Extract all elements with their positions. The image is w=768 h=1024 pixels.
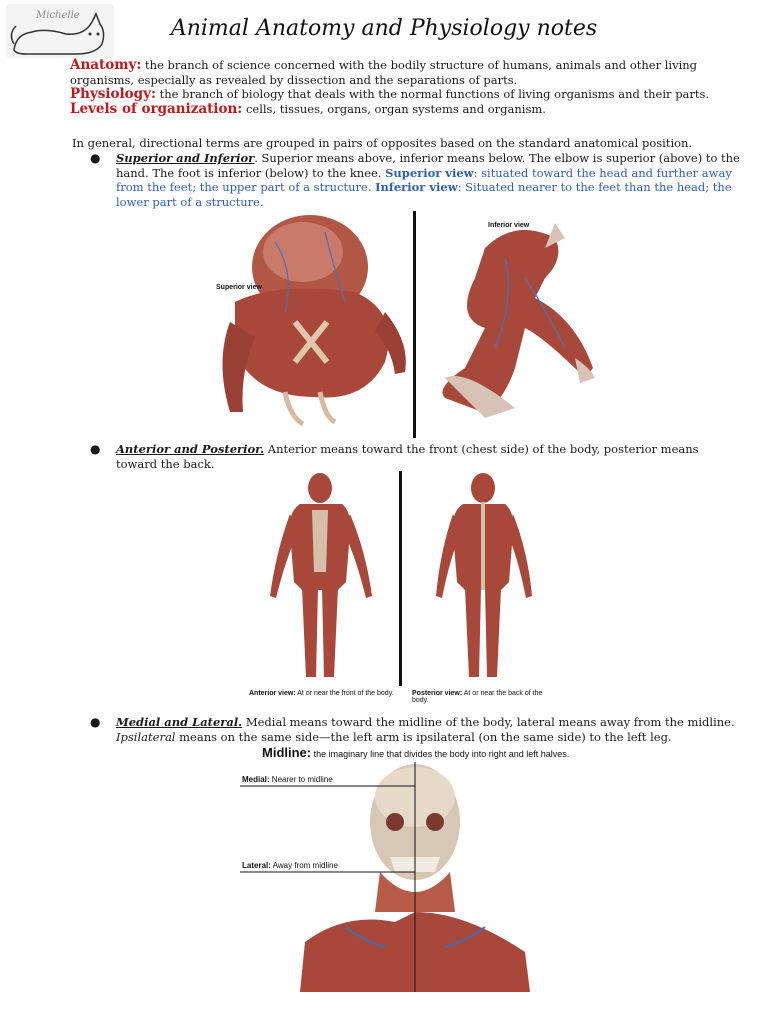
medial-label [242, 775, 333, 784]
bullet-text [116, 151, 742, 209]
superior-view-def: : situated toward the head and further away from the feet; the upper part of a structure. [116, 165, 732, 194]
label-term: Lateral: [242, 861, 271, 870]
bullet-dot: ● [90, 151, 101, 165]
bullet-text [116, 442, 742, 471]
inferior-view-caption [488, 222, 529, 229]
inferior-view-figure [425, 218, 600, 428]
superior-view-figure [215, 212, 415, 437]
term-label: Anatomy: [70, 57, 142, 73]
bullet-body: Medial means toward the midline of the body, lateral means away from the midline. [242, 715, 735, 729]
anterior-view-caption [249, 690, 394, 697]
posterior-view-figure [428, 472, 548, 687]
definitions [70, 58, 720, 116]
label-term: Medial: [242, 775, 270, 784]
term-label: Physiology: [70, 86, 156, 102]
label-text: Nearer to midline [269, 775, 333, 784]
term-text: cells, tissues, organs, organ systems and organism. [242, 101, 546, 116]
logo-text: Michelle [36, 10, 80, 21]
bullet-heading: Superior and Inferior [116, 151, 255, 165]
muscle-body-front [270, 473, 372, 677]
definition-anatomy [70, 58, 720, 87]
figure-divider [399, 471, 402, 686]
definition-levels [70, 102, 720, 117]
bullet-superior-inferior [92, 151, 742, 209]
bullet-medial-lateral [92, 715, 742, 744]
midline-heading [262, 745, 569, 760]
midline-figure [225, 762, 535, 992]
caption-label: Anterior view: [249, 690, 296, 697]
posterior-view-caption [412, 690, 557, 704]
bullet-text [116, 715, 742, 744]
caption-label: Posterior view: [412, 690, 463, 697]
bullet-body-cont: means on the same side—the left arm is ipsilateral (on the same side) to the left leg. [175, 729, 672, 744]
label-text: Away from midline [270, 861, 338, 870]
caption-label: Superior view [216, 284, 262, 291]
caption-text: At or near the back of the body. [412, 690, 543, 704]
torso-tendon [312, 510, 328, 572]
inferior-view-def: : Situated nearer to the feet than the head; the lower part of a structure. [116, 180, 732, 209]
bullet-dot: ● [90, 442, 101, 456]
ipsilateral-term: Ipsilateral [116, 729, 176, 744]
spine-tendon [481, 502, 485, 590]
figure-divider [413, 211, 416, 438]
bullet-anterior-posterior [92, 442, 742, 471]
caption-label: Inferior view [488, 222, 530, 229]
bullet-heading: Medial and Lateral. [116, 715, 243, 729]
inferior-view-term: Inferior view [375, 180, 458, 194]
bullet-body: Anterior means toward the front (chest side) of the body, posterior means toward the back. [116, 442, 699, 471]
muscle-figure-top [223, 215, 406, 424]
bullet-dot: ● [90, 715, 101, 729]
bullet-heading: Anterior and Posterior. [116, 442, 265, 456]
muscle-figure-bottom [443, 223, 596, 418]
midline-label: Midline: [262, 745, 312, 760]
definition-physiology [70, 87, 720, 102]
anterior-view-figure [262, 472, 382, 687]
term-text: the branch of science concerned with the bodily structure of humans, animals and other living organisms, especially as revealed by dissection and the separations of parts. [70, 58, 698, 87]
midline-desc: the imaginary line that divides the body into right and left halves. [311, 749, 570, 759]
page-title: Animal Anatomy and Physiology notes [170, 16, 598, 41]
superior-view-term: Superior view [385, 165, 474, 180]
intro-paragraph: In general, directional terms are grouped in pairs of opposites based on the standard anatomical position. [72, 136, 693, 150]
caption-text: At or near the front of the body. [295, 690, 394, 697]
bullet-body: . Superior means above, inferior means below. The elbow is superior (above) to the hand. The foot is inferior (below) to the knee. [116, 151, 740, 180]
term-label: Levels of organization: [70, 100, 243, 117]
lateral-label [242, 861, 338, 870]
superior-view-caption [216, 284, 262, 291]
term-text: the branch of biology that deals with the normal functions of living organisms and their parts. [155, 87, 710, 101]
